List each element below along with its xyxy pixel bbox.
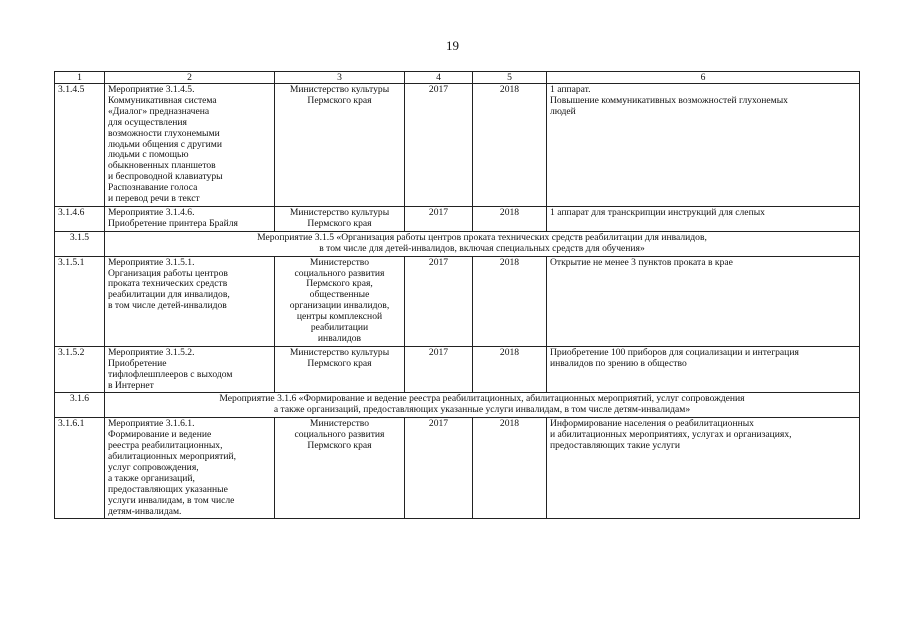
cell-text: 3.1.4.5 — [58, 84, 85, 95]
end-year-cell — [473, 256, 547, 346]
executor-cell — [275, 346, 405, 393]
cell-text: 2018 — [499, 418, 520, 430]
cell-text: 3.1.5 — [69, 231, 90, 243]
column-header: 5 — [473, 72, 547, 84]
executor-cell — [275, 206, 405, 231]
description-cell — [105, 256, 275, 346]
description-cell — [105, 84, 275, 207]
executor-cell — [275, 418, 405, 519]
column-header: 4 — [405, 72, 473, 84]
text-line: предоставляющих указанные — [108, 483, 228, 495]
text-line: Мероприятие 3.1.6 «Формирование и ведение реестра реабилитационных, абилитационных мероприятий, услуг сопровождения — [219, 393, 745, 405]
text-line: Мероприятие 3.1.4.5. — [108, 84, 195, 95]
result-cell — [547, 346, 860, 393]
executor-cell — [275, 84, 405, 207]
start-year-cell — [405, 256, 473, 346]
text-line: инвалидов по зрению в общество — [550, 357, 687, 369]
text-line: Информирование населения о реабилитационных — [550, 418, 754, 430]
description-cell — [105, 418, 275, 519]
table-row — [55, 84, 860, 207]
text-line: Мероприятие 3.1.5 «Организация работы центров проката технических средств реабилитации для инвалидов, — [257, 231, 707, 243]
table-row — [55, 206, 860, 231]
text-line: абилитационных мероприятий, — [108, 451, 236, 462]
table-row — [55, 256, 860, 346]
start-year-cell — [405, 346, 473, 393]
text-line: Открытие не менее 3 пунктов проката в крае — [550, 256, 733, 268]
column-header: 2 — [105, 72, 275, 84]
text-line: Формирование и ведение — [108, 429, 212, 441]
text-line: общественные — [309, 289, 370, 301]
text-line: детям-инвалидам. — [108, 505, 182, 517]
table-body — [55, 84, 860, 519]
cell-text: 2017 — [428, 418, 449, 430]
text-line: Пермского края, — [306, 278, 373, 290]
text-line: обыкновенных планшетов — [108, 160, 216, 172]
text-line: реабилитации для инвалидов, — [108, 289, 230, 301]
text-line: инвалидов — [317, 332, 362, 344]
section-row — [55, 231, 860, 256]
result-cell — [547, 206, 860, 231]
end-year-cell — [473, 346, 547, 393]
text-line: Организация работы центров — [108, 267, 228, 279]
text-line: Министерство культуры — [289, 84, 390, 95]
text-line: реабилитации — [310, 322, 369, 334]
text-line: социального развития — [294, 429, 385, 441]
result-cell — [547, 256, 860, 346]
end-year-cell — [473, 418, 547, 519]
text-line: Приобретение принтера Брайля — [108, 217, 238, 229]
text-line: Мероприятие 3.1.5.2. — [108, 346, 195, 358]
text-line: «Диалог» предназначена — [108, 105, 210, 117]
end-year-cell — [473, 84, 547, 207]
cell-text: 2017 — [428, 346, 449, 358]
cell-text: 3.1.6 — [69, 393, 90, 405]
text-line: услуг сопровождения, — [108, 461, 199, 473]
section-title-cell — [105, 393, 860, 418]
text-line: а также организаций, предоставляющих указанные услуги инвалидам, в том числе детям-инвалидам» — [273, 404, 691, 416]
text-line: людьми с помощью — [108, 149, 189, 161]
text-line: Распознавание голоса — [108, 182, 198, 194]
text-line: в Интернет — [108, 379, 154, 391]
item-code-cell — [55, 346, 105, 393]
text-line: Мероприятие 3.1.4.6. — [108, 206, 195, 218]
section-code-cell — [55, 393, 105, 418]
section-row — [55, 393, 860, 418]
text-line: Мероприятие 3.1.6.1. — [108, 418, 195, 430]
column-header: 3 — [275, 72, 405, 84]
text-line: 1 аппарат для транскрипции инструкций для слепых — [550, 206, 765, 218]
text-line: и перевод речи в текст — [108, 193, 200, 205]
text-line: тифлофлешплееров с выходом — [108, 368, 233, 380]
text-line: реестра реабилитационных, — [108, 440, 223, 452]
column-header: 1 — [55, 72, 105, 84]
text-line: социального развития — [294, 267, 385, 279]
section-title-cell — [105, 231, 860, 256]
text-line: в том числе для детей-инвалидов, включая специальных средств для обучения» — [319, 242, 645, 254]
text-line: для осуществления — [108, 116, 187, 128]
cell-text: 3.1.6.1 — [58, 418, 85, 430]
text-line: возможности глухонемыми — [108, 127, 220, 139]
text-line: Пермского края — [307, 94, 372, 106]
cell-text: 2018 — [499, 256, 520, 268]
cell-text: 3.1.5.1 — [58, 256, 85, 268]
text-line: проката технических средств — [108, 278, 228, 290]
text-line: и абилитационных мероприятиях, услугах и организациях, — [550, 429, 792, 441]
result-cell — [547, 84, 860, 207]
text-line: организации инвалидов, — [289, 300, 390, 312]
text-line: Министерство культуры — [289, 206, 390, 218]
text-line: Министерство — [309, 418, 370, 430]
item-code-cell — [55, 206, 105, 231]
text-line: 1 аппарат. — [550, 84, 591, 95]
cell-text: 3.1.5.2 — [58, 346, 85, 358]
text-line: Министерство культуры — [289, 346, 390, 358]
text-line: людьми общения с другими — [108, 138, 223, 150]
text-line: Коммуникативная система — [108, 94, 217, 106]
item-code-cell — [55, 84, 105, 207]
text-line: Пермского края — [307, 440, 372, 452]
description-cell — [105, 346, 275, 393]
column-number-row — [55, 72, 860, 84]
text-line: Пермского края — [307, 217, 372, 229]
table-row — [55, 418, 860, 519]
column-header: 6 — [547, 72, 860, 84]
text-line: услуги инвалидам, в том числе — [108, 494, 235, 506]
page-number: 19 — [446, 38, 459, 53]
start-year-cell — [405, 84, 473, 207]
text-line: Мероприятие 3.1.5.1. — [108, 256, 195, 268]
cell-text: 2018 — [499, 346, 520, 358]
text-line: Министерство — [309, 256, 370, 268]
cell-text: 2017 — [428, 256, 449, 268]
text-line: и беспроводной клавиатуры — [108, 171, 223, 183]
text-line: центры комплексной — [296, 311, 383, 323]
text-line: а также организаций, — [108, 472, 195, 484]
text-line: Приобретение — [108, 357, 167, 369]
table-row — [55, 346, 860, 393]
result-cell — [547, 418, 860, 519]
text-line: Приобретение 100 приборов для социализации и интеграция — [550, 346, 799, 358]
activities-table — [54, 71, 860, 519]
section-code-cell — [55, 231, 105, 256]
cell-text: 2017 — [428, 206, 449, 218]
executor-cell — [275, 256, 405, 346]
text-line: предоставляющих такие услуги — [550, 440, 681, 452]
text-line: людей — [550, 105, 576, 117]
description-cell — [105, 206, 275, 231]
cell-text: 2018 — [499, 206, 520, 218]
cell-text: 2017 — [428, 84, 449, 95]
cell-text: 2018 — [499, 84, 520, 95]
text-line: Пермского края — [307, 357, 372, 369]
item-code-cell — [55, 418, 105, 519]
text-line: Повышение коммуникативных возможностей глухонемых — [550, 94, 788, 106]
item-code-cell — [55, 256, 105, 346]
start-year-cell — [405, 206, 473, 231]
text-line: в том числе детей-инвалидов — [108, 300, 227, 312]
start-year-cell — [405, 418, 473, 519]
end-year-cell — [473, 206, 547, 231]
cell-text: 3.1.4.6 — [58, 206, 85, 218]
